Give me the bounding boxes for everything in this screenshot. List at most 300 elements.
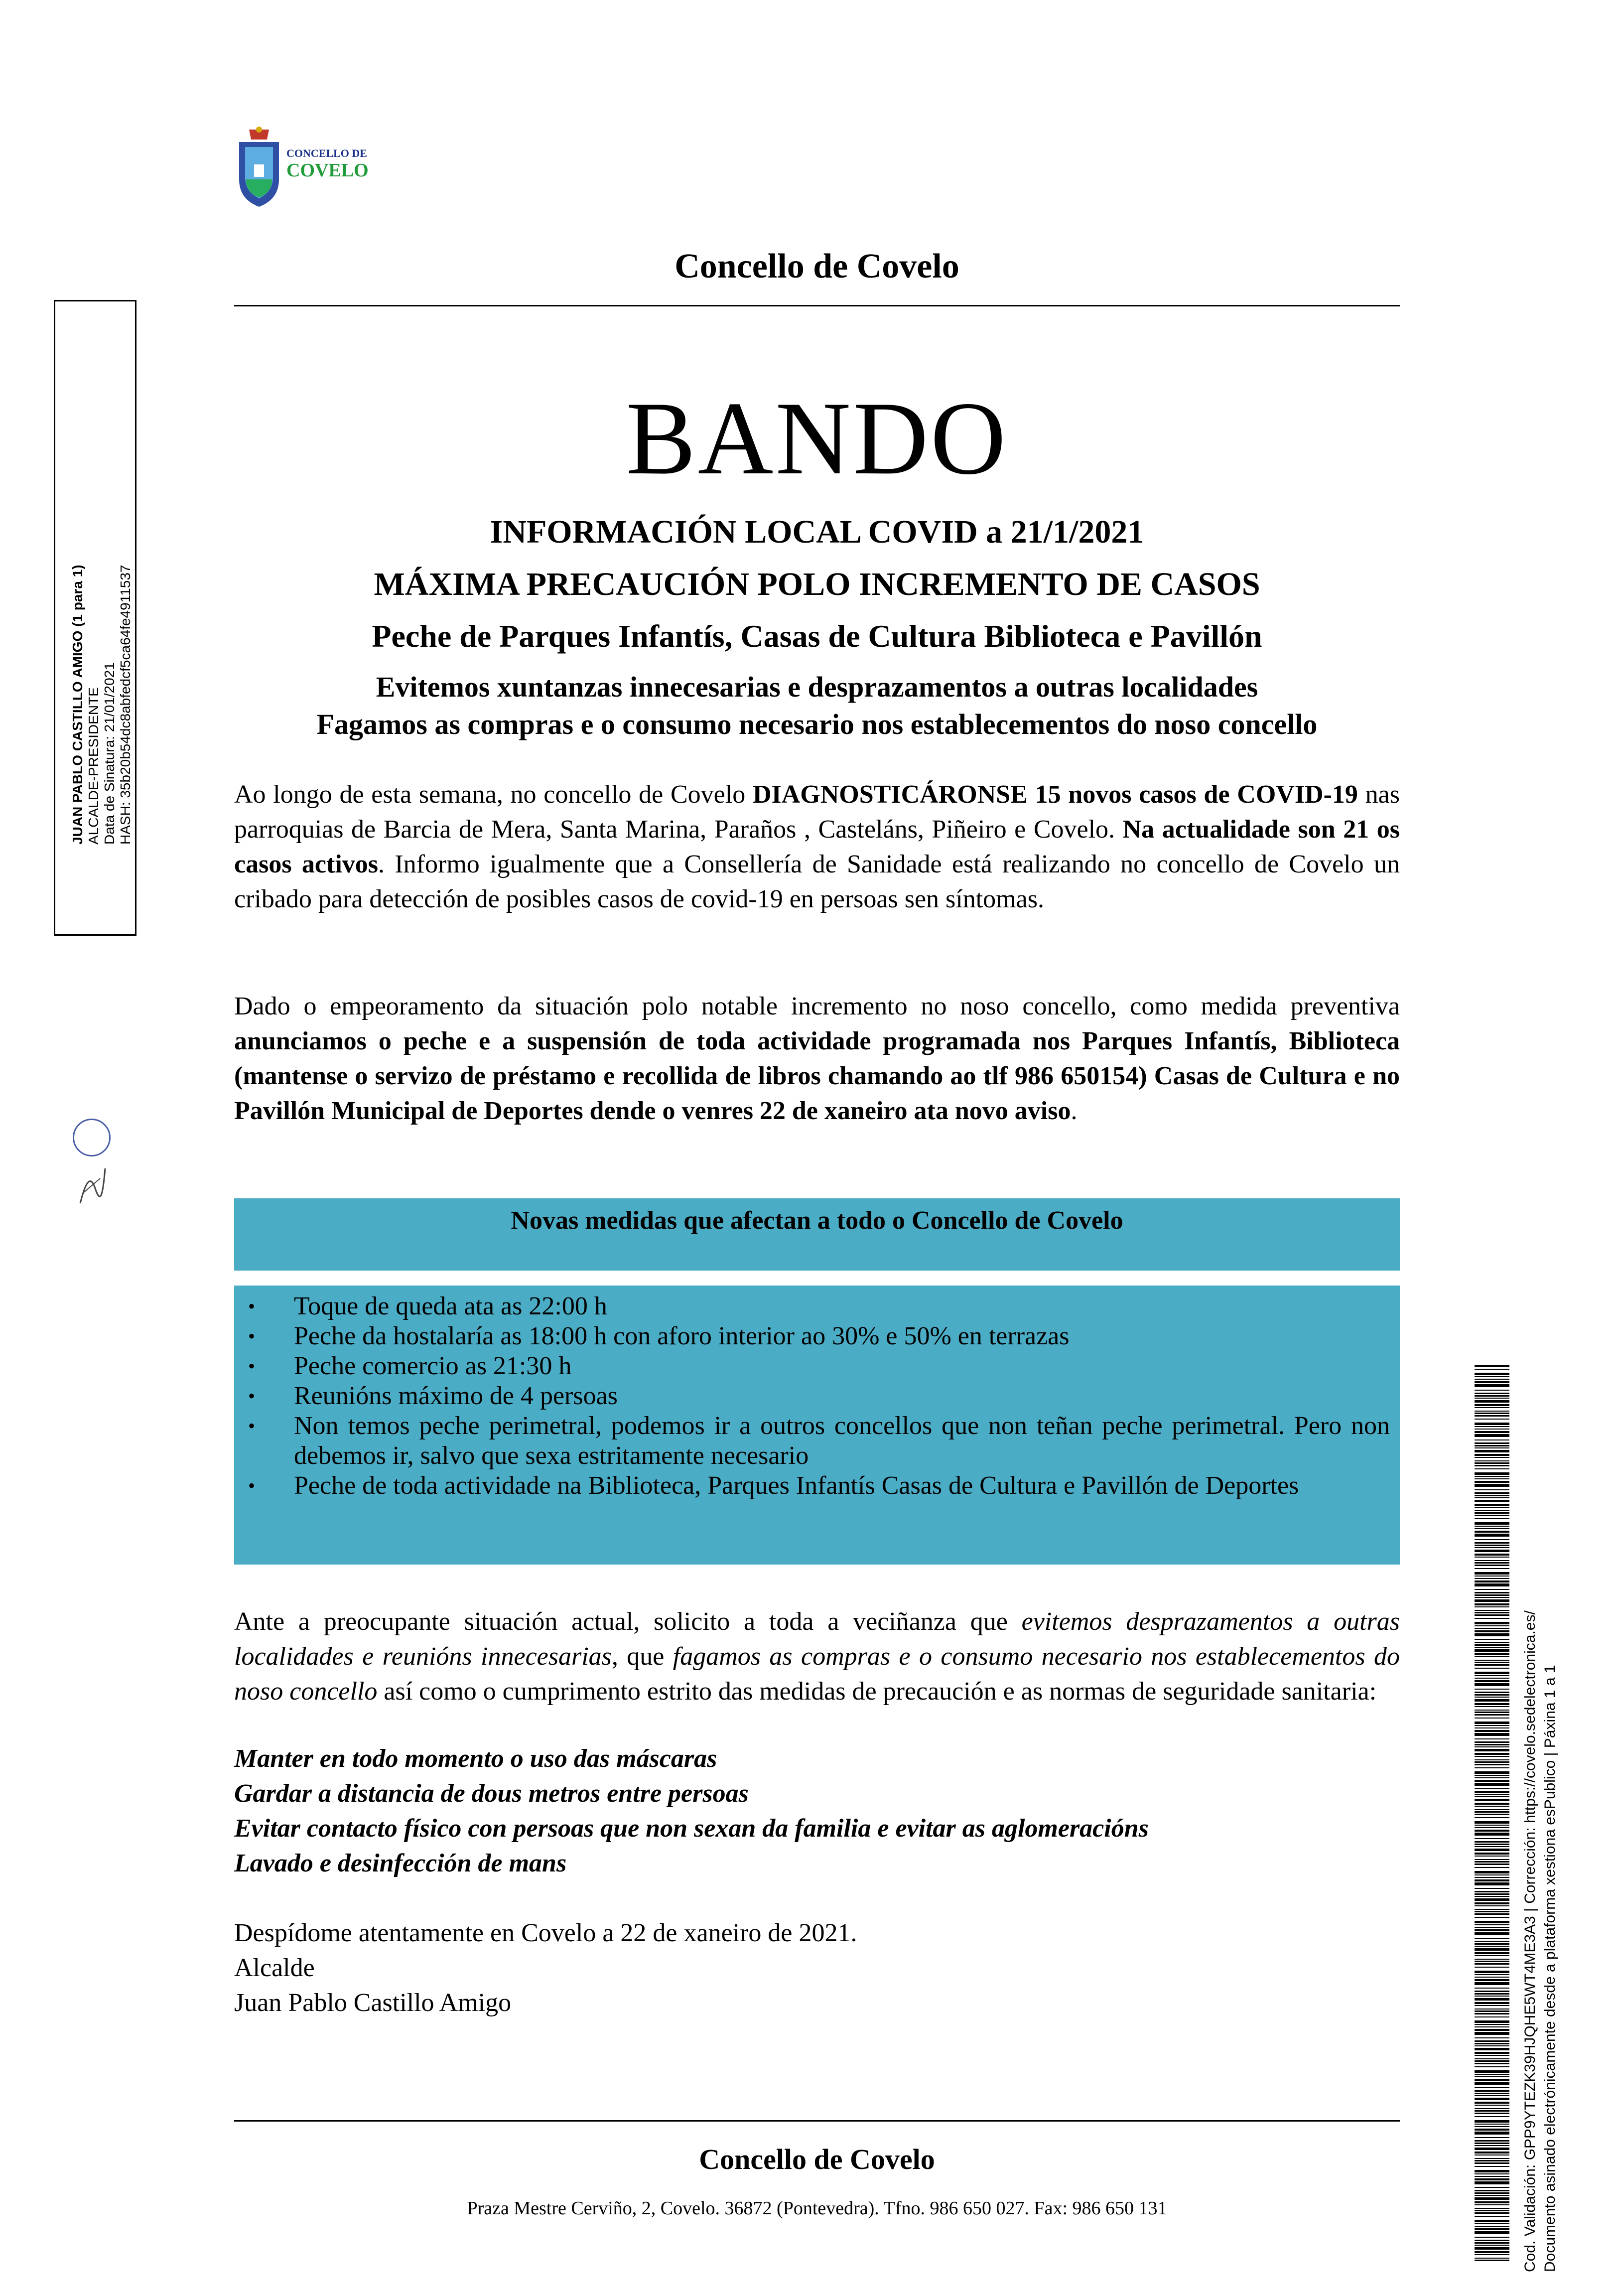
barcode-bar [1475,1963,1509,1965]
barcode-bar [1475,2032,1509,2035]
barcode-bar [1475,2024,1509,2025]
barcode-bar [1475,1369,1509,1370]
barcode-bar [1475,2002,1509,2004]
paragraph-text: así como o cumprimento estrito das medidas de precaución e as normas de seguridade sanitaria: [377,1677,1377,1706]
barcode-bar [1475,1500,1509,1502]
barcode-bar [1475,1806,1509,1807]
barcode-bar [1475,1814,1509,1815]
barcode-bar [1475,1423,1509,1425]
barcode-bar [1475,1594,1509,1596]
barcode-bar [1475,2226,1509,2227]
barcode-bar [1475,2201,1509,2203]
barcode-bar [1475,2045,1509,2046]
barcode-bar [1475,1993,1509,1995]
barcode-bar [1475,1647,1509,1648]
header-divider [234,305,1400,306]
barcode-bar [1475,1846,1509,1847]
barcode-bar [1475,1794,1509,1795]
barcode-bar [1475,1642,1509,1643]
barcode-bar [1475,1738,1509,1739]
barcode-bar [1475,1706,1509,1707]
barcode-bar [1475,1497,1509,1498]
barcode-bar [1475,2029,1509,2031]
barcode-bar [1475,1542,1509,1544]
logo-name: COVELO [286,160,369,181]
bullet-icon: • [248,1295,256,1317]
barcode-bar [1475,2040,1509,2042]
barcode-bar [1475,1411,1509,1412]
precaution-hands: Lavado e desinfección de mans [234,1849,567,1877]
barcode-bar [1475,2137,1509,2138]
barcode-bar [1475,1578,1509,1579]
barcode-bar [1475,1547,1509,1548]
barcode-bar [1475,1400,1509,1403]
measures-list [234,1286,1400,1565]
barcode-bar [1475,1689,1509,1690]
barcode-bar [1475,1664,1509,1666]
barcode-bar [1475,2013,1509,2014]
barcode-bar [1475,2187,1509,2188]
barcode-bar [1475,1507,1509,1508]
barcode-bar [1475,1597,1509,1598]
barcode-bar [1475,1384,1509,1387]
barcode-bar [1475,1457,1509,1458]
bullet-icon: • [248,1474,256,1497]
barcode-bar [1475,1434,1509,1437]
barcode-bar [1475,2129,1509,2131]
barcode-icon [1475,1365,1509,2262]
barcode-bar [1475,2260,1509,2261]
headline-precaution: MÁXIMA PRECAUCIÓN POLO INCREMENTO DE CASOS [374,566,1260,602]
barcode-bar [1475,2095,1509,2096]
measure-text: Peche comercio as 21:30 h [294,1352,572,1380]
barcode-bar [1475,1761,1509,1763]
coat-of-arms-icon [234,125,284,209]
barcode-bar [1475,1565,1509,1566]
paragraph-text: . [1071,1097,1078,1125]
barcode-bar [1475,1710,1509,1711]
barcode-bar [1475,2043,1509,2044]
barcode-bar [1475,1662,1509,1663]
barcode-bar [1475,1678,1509,1679]
barcode-bar [1475,1576,1509,1577]
paragraph-bold: Na actualidade son 21 os casos activos [234,815,1400,878]
barcode-bar [1475,1680,1509,1682]
barcode-bar [1475,1859,1509,1860]
barcode-bar [1475,1749,1509,1751]
barcode-bar [1475,2223,1509,2224]
barcode-bar [1475,2066,1509,2067]
barcode-bar [1475,1844,1509,1845]
stamp-signer: JUAN PABLO CASTILLO AMIGO (1 para 1) [70,565,85,845]
barcode-bar [1475,1974,1509,1975]
barcode-bar [1475,1943,1509,1945]
barcode-bar [1475,2098,1509,2100]
barcode-bar [1475,2055,1509,2056]
barcode-bar [1475,1447,1509,1448]
barcode-bar [1475,1407,1509,1408]
barcode-bar [1475,1495,1509,1496]
barcode-bar [1475,1733,1509,1736]
barcode-bar [1475,2145,1509,2146]
paragraph-text: nas parroquias de Barcia de Mera, Santa Marina, Paraños , Casteláns, Piñeiro e Covelo. [234,780,1400,844]
barcode-bar [1475,1998,1509,2001]
barcode-bar [1475,1660,1509,1661]
barcode-bar [1475,2140,1509,2142]
barcode-bar [1475,1867,1509,1868]
barcode-bar [1475,1522,1509,1525]
barcode-bar [1475,2124,1509,2125]
footer-address: Praza Mestre Cerviño, 2, Covelo. 36872 (Pontevedra). Tfno. 986 650 027. Fax: 986 650 131 [467,2198,1167,2219]
signature-stamp [54,300,136,936]
barcode-bar [1475,2063,1509,2064]
barcode-bar [1475,1442,1509,1444]
barcode-bar [1475,1568,1509,1569]
measure-text: Non temos peche perimetral, podemos ir a outros concellos que non teñan peche perimetral. Pero non debemos ir, salvo que sexa estritamente necesario [294,1412,1390,1470]
measure-text: Peche de toda actividade na Biblioteca, Parques Infantís Casas de Cultura e Pavillón de Deportes [294,1471,1299,1500]
validation-platform: Documento asinado electrónicamente desde a plataforma xestiona esPublico | Páxina 1 a 1 [1542,1665,1558,2272]
barcode-bar [1475,1618,1509,1619]
barcode-bar [1475,2010,1509,2012]
measures-header-box [234,1198,1400,1271]
paragraph-text: , que [611,1642,673,1671]
barcode-bar [1475,1803,1509,1805]
barcode-bar [1475,1759,1509,1760]
barcode-bar [1475,2166,1509,2167]
barcode-bar [1475,2070,1509,2073]
barcode-bar [1475,1741,1509,1743]
barcode-bar [1475,1560,1509,1561]
barcode-bar [1475,2178,1509,2180]
barcode-bar [1475,1365,1509,1367]
barcode-bar [1475,1450,1509,1452]
barcode-bar [1475,1419,1509,1420]
barcode-bar [1475,1404,1509,1406]
barcode-bar [1475,1896,1509,1897]
barcode-bar [1475,1811,1509,1813]
barcode-bar [1475,1771,1509,1774]
barcode-bar [1475,1583,1509,1586]
barcode-bar [1475,2048,1509,2050]
measures-title: Novas medidas que afectan a todo o Concello de Covelo [511,1206,1123,1235]
seal-icon [73,1119,111,1156]
barcode-bar [1475,2231,1509,2234]
barcode-bar [1475,2074,1509,2075]
barcode-bar [1475,1472,1509,1475]
barcode-bar [1475,1534,1509,1537]
barcode-bar [1475,1675,1509,1676]
barcode-bar [1475,1799,1509,1801]
barcode-bar [1475,1476,1509,1477]
headline-closures: Peche de Parques Infantís, Casas de Cultura Biblioteca e Pavillón [372,618,1262,654]
paragraph-cases [234,777,1400,917]
barcode-bar [1475,1874,1509,1875]
barcode-bar [1475,1764,1509,1765]
barcode-bar [1475,1614,1509,1616]
barcode-bar [1475,1653,1509,1655]
barcode-bar [1475,1550,1509,1552]
barcode-bar [1475,2242,1509,2244]
barcode-bar [1475,1932,1509,1935]
barcode-bar [1475,1697,1509,1698]
barcode-bar [1475,2160,1509,2161]
bullet-icon: • [248,1385,256,1407]
barcode-bar [1475,2162,1509,2164]
barcode-bar [1475,1606,1509,1607]
barcode-bar [1475,1746,1509,1747]
barcode-bar [1475,2240,1509,2241]
barcode-bar [1475,2016,1509,2017]
barcode-bar [1475,1431,1509,1433]
barcode-bar [1475,2154,1509,2155]
barcode-bar [1475,1484,1509,1487]
barcode-bar [1475,1924,1509,1925]
barcode-bar [1475,1649,1509,1652]
barcode-bar [1475,1941,1509,1942]
barcode-bar [1475,1841,1509,1843]
paragraph-text: Dado o empeoramento da situación polo notable incremento no noso concello, como medida preventiva [234,992,1400,1020]
barcode-bar [1475,1718,1509,1719]
barcode-bar [1475,1871,1509,1873]
barcode-bar [1475,1672,1509,1674]
barcode-bar [1475,1921,1509,1923]
barcode-bar [1475,2087,1509,2088]
barcode-bar [1475,1393,1509,1394]
barcode-bar [1475,2170,1509,2172]
barcode-bar [1475,1827,1509,1828]
barcode-bar [1475,1545,1509,1546]
validation-code: Cod. Validación: GPP9YTEZK39HJQHE5WT4ME3A3 | Corrección: https://covelo.sedelectronica.es/ [1522,1610,1538,2272]
barcode-bar [1475,1825,1509,1826]
barcode-bar [1475,1630,1509,1632]
barcode-bar [1475,1952,1509,1954]
barcode-bar [1475,1512,1509,1514]
barcode-bar [1475,2190,1509,2191]
barcode-bar [1475,1468,1509,1469]
signer-name: Juan Pablo Castillo Amigo [234,1989,512,2017]
barcode-bar [1475,2076,1509,2077]
paragraph-closures [234,989,1400,1129]
barcode-bar [1475,1888,1509,1889]
barcode-bar [1475,1853,1509,1855]
barcode-bar [1475,2152,1509,2153]
barcode-bar [1475,1510,1509,1511]
barcode-bar [1475,1526,1509,1527]
signer-role: Alcalde [234,1954,315,1982]
footer-divider [234,2120,1400,2122]
barcode-bar [1475,2195,1509,2196]
barcode-bar [1475,1946,1509,1947]
barcode-bar [1475,1982,1509,1985]
headline-avoid-travel: Evitemos xuntanzas innecesarias e desprazamentos a outras localidades [376,671,1258,703]
barcode-bar [1475,1465,1509,1466]
barcode-bar [1475,1788,1509,1789]
paragraph-request [234,1604,1400,1709]
barcode-bar [1475,2105,1509,2106]
barcode-bar [1475,1783,1509,1786]
barcode-bar [1475,1557,1509,1558]
barcode-bar [1475,1722,1509,1724]
paragraph-text: . Informo igualmente que a Consellería de Sanidade está realizando no concello de Covelo un cribado para detección de posibles casos de covid-19 en persoas sen síntomas. [234,850,1400,913]
barcode-bar [1475,1415,1509,1417]
barcode-bar [1475,2079,1509,2081]
barcode-bar [1475,1838,1509,1839]
paragraph-text: Ante a preocupante situación actual, solicito a toda a veciñanza que [234,1607,1022,1636]
barcode-bar [1475,2082,1509,2085]
barcode-bar [1475,1395,1509,1397]
barcode-bar [1475,1528,1509,1529]
handwritten-signature-icon [75,1163,110,1208]
barcode-bar [1475,1893,1509,1895]
barcode-bar [1475,2126,1509,2127]
barcode-bar [1475,1959,1509,1960]
stamp-date: Data de Sinatura: 21/01/2021 [102,662,117,845]
barcode-bar [1475,2173,1509,2174]
barcode-bar [1475,2120,1509,2123]
barcode-bar [1475,1692,1509,1693]
barcode-bar [1475,1877,1509,1878]
barcode-bar [1475,2093,1509,2094]
barcode-bar [1475,2102,1509,2104]
barcode-bar [1475,1515,1509,1516]
precaution-contact: Evitar contacto físico con persoas que non sexan da familia e evitar as aglomeracións [234,1814,1149,1843]
barcode-bar [1475,1905,1509,1906]
barcode-bar [1475,1390,1509,1391]
barcode-bar [1475,1911,1509,1912]
barcode-bar [1475,1730,1509,1732]
barcode-bar [1475,1462,1509,1464]
barcode-bar [1475,1909,1509,1910]
headline-covid-info: INFORMACIÓN LOCAL COVID a 21/1/2021 [490,514,1144,550]
barcode-bar [1475,2251,1509,2253]
covelo-logo [234,125,384,214]
barcode-bar [1475,1902,1509,1904]
barcode-bar [1475,1882,1509,1885]
barcode-bar [1475,1426,1509,1427]
barcode-bar [1475,2247,1509,2250]
barcode-bar [1475,1830,1509,1832]
barcode-bar [1475,1429,1509,1430]
barcode-bar [1475,2216,1509,2217]
barcode-bar [1475,1938,1509,1939]
barcode-bar [1475,1991,1509,1992]
barcode-bar [1475,1625,1509,1626]
barcode-bar [1475,1478,1509,1479]
barcode-bar [1475,1777,1509,1778]
barcode-bar [1475,1780,1509,1782]
barcode-bar [1475,1531,1509,1533]
barcode-bar [1475,2052,1509,2054]
barcode-bar [1475,2108,1509,2109]
barcode-bar [1475,1381,1509,1383]
footer-title: Concello de Covelo [699,2143,935,2175]
barcode-bar [1475,1376,1509,1377]
barcode-bar [1475,1821,1509,1824]
barcode-bar [1475,1756,1509,1757]
barcode-bar [1475,1948,1509,1951]
barcode-bar [1475,1861,1509,1863]
barcode-bar [1475,1833,1509,1836]
barcode-bar [1475,1612,1509,1613]
barcode-bar [1475,1644,1509,1646]
barcode-bar [1475,1589,1509,1590]
headline-local-shopping: Fagamos as compras e o consumo necesario nos establecementos do noso concello [316,708,1318,740]
barcode-bar [1475,2158,1509,2159]
barcode-bar [1475,2060,1509,2062]
paragraph-italic: fagamos as compras e o consumo necesario nos establecementos do noso concello [234,1642,1400,1706]
barcode-bar [1475,1927,1509,1928]
barcode-bar [1475,1554,1509,1556]
barcode-bar [1475,1492,1509,1494]
measure-text: Peche da hostalaría as 18:00 h con aforo interior ao 30% e 50% en terrazas [294,1322,1070,1350]
barcode-bar [1475,2020,1509,2023]
barcode-bar [1475,1961,1509,1962]
barcode-bar [1475,1864,1509,1865]
barcode-bar [1475,2026,1509,2027]
bullet-icon: • [248,1325,256,1347]
document-heading: BANDO [626,381,1008,496]
barcode-bar [1475,2181,1509,2184]
barcode-bar [1475,1518,1509,1519]
barcode-bar [1475,1694,1509,1696]
barcode-bar [1475,1562,1509,1564]
barcode-bar [1475,1775,1509,1776]
closing-line: Despídome atentamente en Covelo a 22 de xaneiro de 2021. [234,1919,857,1947]
barcode-bar [1475,1504,1509,1506]
barcode-bar [1475,1580,1509,1582]
stamp-role: ALCALDE-PRESIDENTE [86,687,101,845]
barcode-bar [1475,1725,1509,1726]
header-title: Concello de Covelo [675,247,959,286]
measure-text: Reunións máximo de 4 persoas [294,1382,618,1410]
barcode-bar [1475,1744,1509,1745]
barcode-bar [1475,2132,1509,2135]
bullet-icon: • [248,1355,256,1377]
barcode-bar [1475,1373,1509,1375]
barcode-bar [1475,1817,1509,1818]
barcode-bar [1475,1856,1509,1857]
stamp-hash: HASH: 35b20b54dc8abfedcf5ca64fe4911537 [118,565,133,845]
barcode-bar [1475,2005,1509,2006]
barcode-bar [1475,2090,1509,2092]
paragraph-bold: DIAGNOSTICÁRONSE 15 novos casos de COVID-19 [752,780,1358,809]
logo-caption: CONCELLO DE [286,147,367,159]
barcode-bar [1475,2037,1509,2038]
barcode-bar [1475,1712,1509,1713]
barcode-bar [1475,2228,1509,2230]
barcode-bar [1475,2143,1509,2144]
barcode-bar [1475,2058,1509,2059]
paragraph-text: Ao longo de esta semana, no concello de Covelo [234,780,753,809]
barcode-bar [1475,1599,1509,1602]
barcode-bar [1475,1898,1509,1901]
barcode-bar [1475,1849,1509,1851]
barcode-bar [1475,1572,1509,1575]
barcode-bar [1475,1413,1509,1414]
barcode-bar [1475,1603,1509,1605]
bullet-icon: • [248,1415,256,1437]
barcode-bar [1475,2204,1509,2205]
barcode-bar [1475,1489,1509,1490]
paragraph-bold: anunciamos o peche e a suspensión de toda actividade programada nos Parques Infantís, Biblioteca (mantense o servizo de préstamo e recollida de libros chamando ao tlf 986 650154) Casas de Cultura e no Pavillón Municipal de Deportes dende o venres 22 de xaneiro ata novo aviso [234,1027,1400,1125]
measure-text: Toque de queda ata as 22:00 h [294,1292,607,1320]
barcode-bar [1475,1791,1509,1793]
barcode-bar [1475,2176,1509,2177]
barcode-bar [1475,2197,1509,2200]
barcode-bar [1475,1699,1509,1702]
barcode-bar [1475,2192,1509,2194]
barcode-bar [1475,1460,1509,1461]
